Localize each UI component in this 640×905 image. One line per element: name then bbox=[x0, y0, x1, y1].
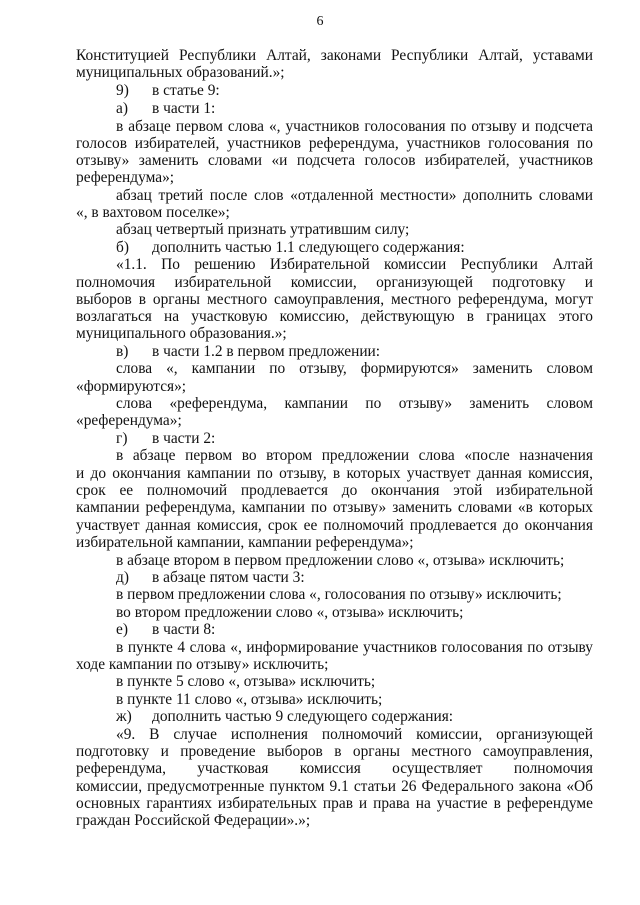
list-item-text: дополнить частью 1.1 следующего содержания: bbox=[152, 239, 465, 256]
list-marker: в) bbox=[116, 343, 129, 360]
list-item-text: дополнить частью 9 следующего содержания: bbox=[152, 708, 454, 725]
text-line: в пункте 11 слово «, отзыва» исключить; bbox=[116, 691, 383, 708]
text-line: референдума»; bbox=[76, 169, 175, 186]
text-line: «, в вахтовом поселке»; bbox=[76, 204, 230, 221]
page-number: 6 bbox=[316, 14, 324, 29]
list-marker: б) bbox=[116, 239, 129, 256]
list-marker: ж) bbox=[116, 708, 132, 725]
text-line: муниципальных образований.»; bbox=[76, 64, 285, 81]
text-line: и до окончания кампании по отзыву, в которых участвует данная комиссия, bbox=[76, 466, 593, 482]
text-line: референдума, участковая комиссия осуществляет полномочия bbox=[76, 761, 593, 777]
text-line: граждан Российской Федерации».»; bbox=[76, 812, 311, 829]
text-line: кампании референдума, кампании по отзыву» заменить словами «в которых bbox=[76, 500, 593, 516]
list-item-text: в части 2: bbox=[152, 430, 216, 447]
text-line: отзыву» заменить словами «и подсчета голосов избирателей, участников bbox=[76, 153, 593, 169]
text-line: в абзаце первом слова «, участников голосования по отзыву и подсчета bbox=[116, 119, 593, 135]
text-line: во втором предложении слово «, отзыва» исключить; bbox=[116, 604, 464, 621]
text-line: ходе кампании по отзыву» исключить; bbox=[76, 656, 329, 673]
text-line: абзац четвертый признать утратившим силу; bbox=[116, 221, 410, 238]
text-line: участвует данная комиссия, срок ее полномочий продлевается до окончания bbox=[76, 518, 593, 534]
text-line: в первом предложении слова «, голосования по отзыву» исключить; bbox=[116, 586, 562, 603]
list-item-text: в части 8: bbox=[152, 621, 216, 638]
text-line: в абзаце первом во втором предложении слова «после назначения bbox=[116, 448, 593, 464]
list-marker: е) bbox=[116, 621, 128, 638]
list-marker: а) bbox=[116, 100, 128, 117]
text-line: голосов избирателей, участников референдума, участников голосования по bbox=[76, 136, 593, 152]
text-line: полномочия избирательной комиссии, организующей подготовку и bbox=[76, 275, 593, 291]
text-line: Конституцией Республики Алтай, законами Республики Алтай, уставами bbox=[76, 48, 593, 64]
text-line: слова «референдума, кампании по отзыву» заменить словом bbox=[116, 396, 593, 412]
text-line: слова «, кампании по отзыву, формируются» заменить словом bbox=[116, 361, 593, 377]
list-marker: г) bbox=[116, 430, 128, 447]
list-item-text: в статье 9: bbox=[152, 82, 220, 99]
text-line: комиссии, предусмотренные пунктом 9.1 статьи 26 Федерального закона «Об bbox=[76, 779, 593, 795]
text-line: в пункте 4 слова «, информирование участников голосования по отзыву bbox=[116, 640, 593, 656]
text-line: в пункте 5 слово «, отзыва» исключить; bbox=[116, 673, 376, 690]
text-line: возлагаться на участковую комиссию, действующую в границах этого bbox=[76, 309, 593, 325]
list-item-text: в части 1: bbox=[152, 100, 216, 117]
list-marker: 9) bbox=[116, 82, 129, 99]
list-marker: д) bbox=[116, 569, 129, 586]
text-line: «9. В случае исполнения полномочий комиссии, организующей bbox=[116, 727, 593, 743]
text-line: срок ее полномочий продлевается до окончания этой избирательной bbox=[76, 483, 593, 499]
text-line: «формируются»; bbox=[76, 378, 187, 395]
text-line: основных гарантиях избирательных прав и права на участие в референдуме bbox=[76, 796, 593, 812]
text-line: избирательной кампании, кампании референдума»; bbox=[76, 534, 414, 551]
text-line: «референдума»; bbox=[76, 412, 182, 429]
text-line: в абзаце втором в первом предложении слово «, отзыва» исключить; bbox=[116, 552, 565, 569]
list-item-text: в абзаце пятом части 3: bbox=[152, 569, 305, 586]
list-item-text: в части 1.2 в первом предложении: bbox=[152, 343, 381, 360]
text-line: выборов в органы местного самоуправления, местного референдума, могут bbox=[76, 292, 593, 308]
text-line: подготовку и проведение выборов в органы местного самоуправления, bbox=[76, 744, 593, 760]
text-line: муниципального образования.»; bbox=[76, 325, 287, 342]
text-line: абзац третий после слов «отдаленной местности» дополнить словами bbox=[116, 188, 593, 204]
text-line: «1.1. По решению Избирательной комиссии Республики Алтай bbox=[116, 257, 593, 273]
